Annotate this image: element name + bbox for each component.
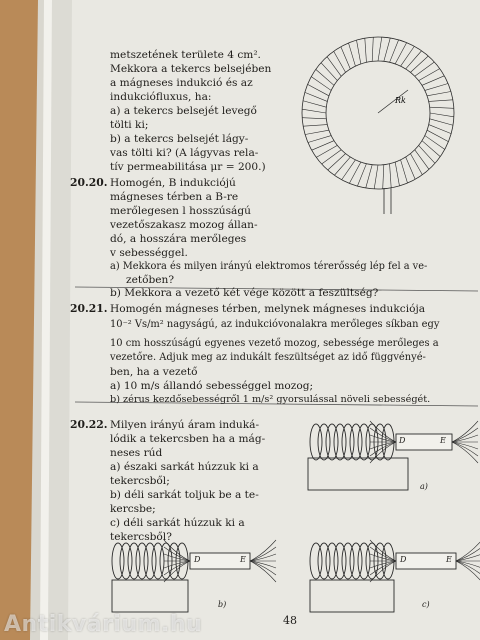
watermark-text: Antikvárium.hu (4, 612, 203, 637)
intro-line: vas tölti ki? (A lágyvas rela- (110, 147, 259, 159)
problem-2022-line: lódik a tekercsben ha a mág- (110, 433, 266, 445)
pole-label-e: E (240, 555, 246, 564)
pole-label-e: E (446, 555, 452, 564)
problem-2021-line: vezetőre. Adjuk meg az indukált feszültséget az idő függvényé- (110, 352, 426, 363)
problem-number-2021: 20.21. (70, 302, 108, 315)
problem-2020-line: mágneses térben a B-re (110, 191, 239, 203)
figure-label-b: b) (218, 600, 227, 609)
pole-label-d: D (400, 555, 407, 564)
problem-2022-line: neses rúd (110, 447, 163, 459)
figure-label-a: a) (420, 482, 428, 491)
problem-2020-line: zetőben? (126, 274, 175, 286)
problem-2021-line: 10⁻² Vs/m² nagyságú, az indukcióvonalakra merőleges síkban egy (110, 319, 440, 330)
problem-2022-line: tekercsből? (110, 531, 172, 543)
intro-line: indukciófluxus, ha: (110, 91, 212, 103)
problem-2020-line: v sebességgel. (110, 247, 188, 259)
intro-line: tölti ki; (110, 119, 149, 131)
problem-2021-line: 10 cm hosszúságú egyenes vezető mozog, sebessége merőleges a (110, 338, 439, 349)
pole-label-e: E (440, 436, 446, 445)
toroid-radius-label: Rk (395, 96, 406, 105)
page-number: 48 (283, 614, 297, 627)
page-gutter-shadow (48, 0, 72, 640)
problem-2020-line: dó, a hosszára merőleges (110, 233, 247, 245)
problem-2021-line: a) 10 m/s állandó sebességgel mozog; (110, 380, 314, 392)
problem-2022-line: kercsbe; (110, 503, 156, 515)
intro-line: Mekkora a tekercs belsejében (110, 63, 272, 75)
problem-2021-line: b) zérus kezdősebességről 1 m/s² gyorsulással növeli sebességét. (110, 394, 431, 405)
intro-line: metszetének területe 4 cm². (110, 49, 261, 61)
intro-line: a mágneses indukció és az (110, 77, 253, 89)
intro-line: b) a tekercs belsejét lágy- (110, 133, 249, 145)
problem-number-2022: 20.22. (70, 418, 108, 431)
problem-2020-line: b) Mekkora a vezető két vége között a feszültség? (110, 287, 379, 299)
figure-label-c: c) (422, 600, 430, 609)
pole-label-d: D (399, 436, 406, 445)
problem-2021-line: ben, ha a vezető (110, 366, 198, 378)
problem-2020-line: vezetőszakasz mozog állan- (110, 219, 258, 231)
intro-line: tív permeabilitása μr = 200.) (110, 161, 266, 173)
problem-2022-line: Milyen irányú áram induká- (110, 419, 260, 431)
problem-2020-line: Homogén, B indukciójú (110, 177, 236, 189)
problem-number-2020: 20.20. (70, 176, 108, 189)
problem-2022-line: b) déli sarkát toljuk be a te- (110, 489, 259, 501)
problem-2020-line: merőlegesen l hosszúságú (110, 205, 251, 217)
problem-2020-line: a) Mekkora és milyen irányú elektromos térerősség lép fel a ve- (110, 261, 428, 272)
problem-2022-line: c) déli sarkát húzzuk ki a (110, 517, 245, 529)
problem-2022-line: a) északi sarkát húzzuk ki a (110, 461, 259, 473)
problem-2021-line: Homogén mágneses térben, melynek mágneses indukciója (110, 303, 426, 315)
problem-2022-line: tekercsből; (110, 475, 170, 487)
intro-line: a) a tekercs belsejét levegő (110, 105, 257, 117)
pole-label-d: D (194, 555, 201, 564)
